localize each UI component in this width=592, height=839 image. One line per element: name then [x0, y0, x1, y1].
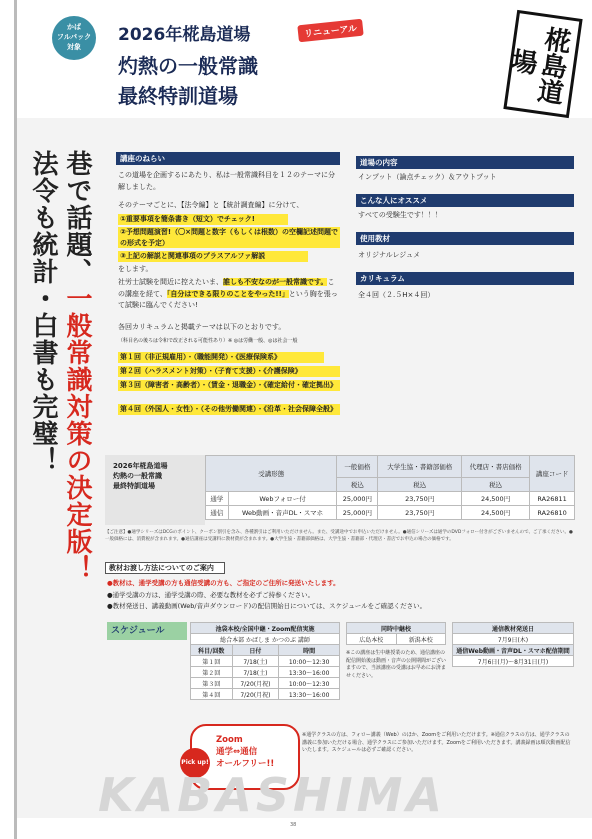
round: 第２回: [191, 667, 233, 678]
aim-heading: 講座のねらい: [116, 152, 340, 165]
time: 10:00〜12:30: [279, 678, 340, 689]
schedule-main-table: [190, 622, 340, 700]
price-title-line: 灼熱の一般常識: [113, 472, 162, 480]
schedule-col-row: [191, 645, 340, 656]
aim-p4-b: この講座を経て、: [118, 278, 335, 298]
relay-title: 同時中継校: [347, 623, 446, 634]
ship-date: 7月9日(木): [453, 634, 574, 645]
shipping-table: [452, 622, 574, 667]
tax-label: 税込: [462, 478, 530, 492]
table-row: [191, 656, 340, 667]
aim-p6: （科目名の後ろは令和で改正される可能性あり）※ ◎は労働一般、◎は社会一般: [118, 338, 298, 344]
relay-note: ※この講座は生中継授業のため、通信講座の配信開始後は動画・音声の公開期間がございますので、当該講座の受講はお早めにお済ませください。: [346, 650, 447, 679]
ship-date-row: [453, 634, 574, 645]
aim-p4-highlight-2: 「自分はできる限りのことをやった!!」: [166, 289, 289, 298]
col-round: 科目/回数: [191, 645, 233, 656]
price-section: [105, 455, 575, 525]
price-header-row: [206, 456, 575, 478]
target-badge-line: フルパック: [56, 33, 92, 41]
cell-type: 通学: [206, 492, 229, 506]
header-general: 一般価格: [337, 456, 378, 478]
slogan-red: 一般常識対策の決定版！: [62, 285, 92, 582]
page-title-line1: 2026年椛島道場: [118, 25, 251, 45]
relay-school: 広島本校: [347, 634, 397, 645]
round: 第４回: [191, 689, 233, 700]
date: 7/20(月祝): [232, 689, 279, 700]
pickup-line: Zoom: [216, 735, 243, 745]
table-row: [191, 667, 340, 678]
date: 7/18(土): [232, 667, 279, 678]
header-code: 講座コード: [530, 456, 575, 492]
material-text: オリジナルレジュメ: [358, 251, 421, 259]
target-badge-line: 対象: [67, 43, 81, 51]
aim-p2: そのテーマごとに、【法令編】と【統計調査編】に分けて、: [118, 201, 304, 209]
pickup-line: オールフリー!!: [216, 759, 275, 769]
relay-cols-row: [347, 634, 446, 645]
renewal-badge: リニューアル: [297, 19, 363, 43]
aim-p3: をします。: [118, 265, 153, 273]
table-row: [191, 678, 340, 689]
col-time: 時間: [279, 645, 340, 656]
kabashima-watermark: KABASHIMA: [98, 768, 447, 822]
date: 7/20(月祝): [232, 678, 279, 689]
recommend-text: すべての受験生です！！！: [358, 211, 442, 219]
schedule-title-row: [191, 623, 340, 634]
relay-title-row: [347, 623, 446, 634]
date: 7/18(土): [232, 656, 279, 667]
price-title: [105, 455, 205, 525]
aim-bullet: ①重要事項を簡条書き（短文）でチェック!: [118, 214, 288, 225]
pickup-note: ※通学クラスの方は、フォロー講義（Web）のほか、Zoomをご利用いただけます。※通信クラスの方は、通学クラスの講義に参加いただける場合、通学クラスにご参加いただけます。Zoomをご利用いただきます。講義録画は順次動画配信いたします。スケジュールは必ずご確認ください。: [302, 732, 571, 753]
page-title-line3: 最終特訓道場: [118, 84, 238, 108]
cell-general: 25,000円: [337, 506, 378, 520]
materials-item: ●通学受講の方は、通学受講の際、必要な教材を必ずご持参ください。: [107, 590, 315, 599]
price-notes: 【ご注意】●通学シリーズはDCGのポイント、クーポン割引を含み、各種割引はご利用いただけません。また、受講途中でお申込いただけません。●通信シリーズは通学のDVDフォロー付きがございませんので、ご了承ください。●一般価格には、消費税が含まれます。●通信講座は受講料に教材費が含まれます。●大学生協・書籍部価格は、大学生協・書籍部・代理店・書店でお申込の場合の価格です。: [105, 530, 573, 542]
round: 第３回: [191, 678, 233, 689]
col-date: 日付: [232, 645, 279, 656]
recommend-heading: こんな人にオススメ: [356, 194, 574, 207]
table-row: [206, 506, 575, 520]
round-3: 第３回（障害者・高齢者）・（賃金・退職金）・《確定給付・確定拠出》: [118, 380, 340, 391]
cell-agent: 24,500円: [462, 492, 530, 506]
target-badge-line: かば: [67, 23, 81, 31]
aim-p4-c: という胸を張って試験に臨んでください!: [118, 289, 338, 309]
cell-form: Webフォロー付: [228, 492, 337, 506]
header-coop: 大学生協・書籍部価格: [378, 456, 462, 478]
price-title-line: 最終特訓道場: [113, 482, 155, 490]
aim-p5: 各回カリキュラムと掲載テーマは以下のとおりです。: [118, 323, 286, 331]
delivery-title-row: [453, 645, 574, 656]
target-badge: [52, 16, 96, 60]
material-heading: 使用教材: [356, 232, 574, 245]
time: 13:30〜16:00: [279, 689, 340, 700]
schedule-main-title: 池袋本校/全国中継・Zoom配信実施: [191, 623, 340, 634]
materials-item: ●教材発送日、講義動画(Web/音声ダウンロード)の配信開始日については、スケジュールをご確認ください。: [107, 602, 427, 610]
header-format: 受講形態: [206, 456, 337, 492]
cell-code: RA26811: [530, 492, 575, 506]
header-agent: 代理店・書店価格: [462, 456, 530, 478]
aim-bullet: ③上記の解説と関連事項のプラスアルファ解説: [118, 251, 308, 262]
curriculum-text: 全４回（２.５H×４回）: [358, 291, 435, 299]
content-text: インプット（論点チェック）＆アウトプット: [358, 173, 497, 181]
delivery-title: 通信Web動画・音声DL・スマホ配信期間: [453, 645, 574, 656]
pickup-text: [216, 734, 274, 770]
slogan-pre: 巷で話題、: [62, 150, 92, 285]
dojo-stamp: 椛島道場: [503, 10, 582, 118]
round-1: 第１回（非正規雇用）・（職能開発）・《医療保険系》: [118, 352, 324, 363]
page-number: 38: [290, 822, 297, 828]
cell-coop: 23,750円: [378, 506, 462, 520]
price-table: [205, 455, 575, 520]
cell-type: 通信: [206, 506, 229, 520]
relay-school: 新潟本校: [396, 634, 446, 645]
slogan-column-1: [62, 150, 92, 582]
cell-form: Web動画・音声DL・スマホ: [228, 506, 337, 520]
tax-label: 税込: [337, 478, 378, 492]
materials-item: ●教材は、通学受講の方も通信受講の方も、ご指定のご住所に発送いたします。: [107, 579, 340, 587]
cell-coop: 23,750円: [378, 492, 462, 506]
aim-p1: この道場を企画するにあたり、私は一般常識科目を１２のテーマに分解しました。: [118, 171, 335, 191]
ship-title-row: [453, 623, 574, 634]
aim-p4: [118, 277, 340, 312]
delivery-period: 7月6日(月)〜8月31日(月): [453, 656, 574, 667]
schedule-heading: スケジュール: [107, 622, 187, 640]
time: 13:30〜16:00: [279, 667, 340, 678]
aim-bullet: ②予想問題演習!（〇×問題と数字（もしくは根数）の空欄記述問題での形式を予定）: [118, 227, 340, 248]
schedule-lecturer: 総合本部 かばしま かつのぶ 講師: [191, 634, 340, 645]
cell-code: RA26810: [530, 506, 575, 520]
aim-p4-a: 社労士試験を間近に控えたいま、: [118, 278, 223, 286]
page-title-line2: 灼熱の一般常識: [118, 54, 258, 78]
delivery-period-row: [453, 656, 574, 667]
aim-p4-highlight-1: 誰しも不安なのが一般常識です。: [223, 278, 328, 286]
cell-agent: 24,500円: [462, 506, 530, 520]
pickup-line: 通学⇔通信: [216, 747, 258, 757]
ship-title: 通信教材発送日: [453, 623, 574, 634]
curriculum-heading: カリキュラム: [356, 272, 574, 285]
round-4: 第４回（外国人・女性）・（その他労働関連）・《沿革・社会保障全般》: [118, 404, 340, 415]
materials-list: [107, 578, 577, 613]
time: 10:00〜12:30: [279, 656, 340, 667]
table-row: [191, 689, 340, 700]
table-row: [206, 492, 575, 506]
tax-label: 税込: [378, 478, 462, 492]
content-heading: 道場の内容: [356, 156, 574, 169]
price-title-line: 2026年椛島道場: [113, 462, 168, 470]
schedule-lecturer-row: [191, 634, 340, 645]
slogan-column-2: 法令も統計・白書も完璧！: [28, 150, 58, 474]
materials-heading: 教材お渡し方法についてのご案内: [105, 562, 225, 574]
relay-table: [346, 622, 446, 645]
round-2: 第２回（ハラスメント対策）・（子育て支援）・《介護保険》: [118, 366, 340, 377]
pickup-badge: Pick up!: [180, 748, 210, 778]
round: 第１回: [191, 656, 233, 667]
cell-general: 25,000円: [337, 492, 378, 506]
